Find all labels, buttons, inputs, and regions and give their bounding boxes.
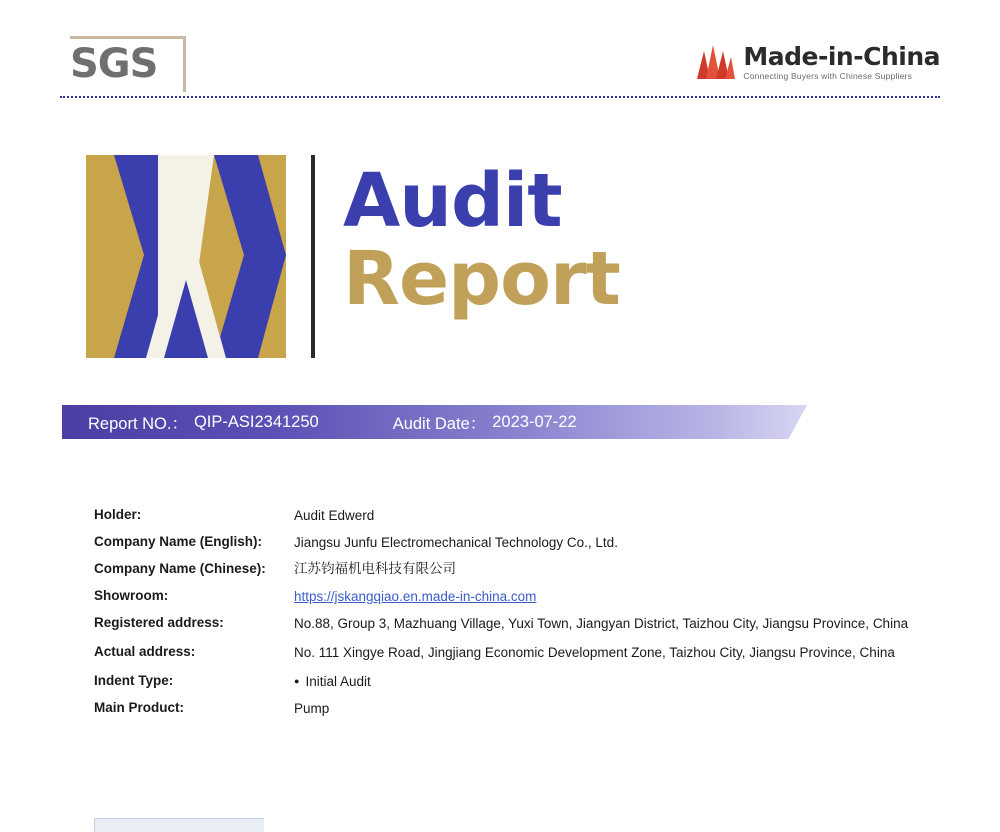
info-label-company-name-english: Company Name (English):	[94, 534, 263, 549]
report-summary-bar-content	[62, 405, 807, 439]
audit-date-label: Audit Date：	[392, 415, 487, 433]
made-in-china-mark-icon	[697, 45, 735, 79]
info-value-registered-address: No.88, Group 3, Mazhuang Village, Yuxi Town, Jiangyan District, Taizhou City, Jiangsu Province, China	[294, 616, 909, 631]
info-label-showroom: Showroom:	[94, 588, 169, 603]
title-text-group	[343, 159, 620, 321]
page-title-line2: Report	[343, 236, 620, 322]
next-section-preview	[94, 818, 264, 832]
info-value-main-product: Pump	[294, 701, 330, 716]
info-row-indent-type	[94, 671, 914, 692]
info-label-holder: Holder:	[94, 507, 142, 522]
info-value-indent-type: ● Initial Audit	[294, 671, 914, 692]
info-value-company-name-chinese: 江苏钧福机电科技有限公司	[294, 561, 456, 577]
sgs-logo-right-rule	[183, 36, 186, 92]
audit-date-value: 2023-07-22	[492, 412, 577, 431]
company-info-table	[94, 505, 914, 725]
title-block	[86, 155, 620, 360]
report-number-value: QIP-ASI2341250	[193, 412, 319, 431]
document-header	[60, 30, 940, 100]
showroom-link[interactable]: https://jskangqiao.en.made-in-china.com	[294, 589, 537, 604]
sgs-logo	[70, 36, 190, 92]
made-in-china-logo	[697, 38, 940, 86]
info-row-company-name-chinese	[94, 559, 914, 580]
info-value-actual-address: No. 111 Xingye Road, Jingjiang Economic Development Zone, Taizhou City, Jiangsu Province, China	[294, 645, 895, 660]
page-title-line1: Audit	[343, 158, 562, 244]
info-value-holder: Audit Edwerd	[294, 508, 375, 523]
info-value-company-name-english: Jiangsu Junfu Electromechanical Technology Co., Ltd.	[294, 535, 618, 550]
audit-brand-logo	[86, 155, 286, 358]
made-in-china-tagline: Connecting Buyers with Chinese Suppliers	[743, 71, 913, 81]
made-in-china-title: Made-in-China	[743, 42, 940, 71]
title-divider	[311, 155, 315, 358]
info-value-showroom	[294, 586, 914, 607]
info-label-main-product: Main Product:	[94, 700, 184, 715]
info-label-registered-address: Registered address:	[94, 615, 224, 630]
info-label-company-name-chinese: Company Name (Chinese):	[94, 561, 266, 576]
info-row-company-name-english	[94, 532, 914, 553]
next-section-placeholder	[94, 818, 264, 832]
report-summary-bar	[62, 405, 807, 439]
header-divider	[60, 96, 940, 98]
sgs-logo-top-rule	[70, 36, 186, 39]
made-in-china-wordmark	[743, 43, 940, 81]
info-label-actual-address: Actual address:	[94, 644, 196, 659]
info-label-indent-type: Indent Type:	[94, 673, 174, 688]
sgs-logo-text: SGS	[70, 41, 158, 87]
report-number-label: Report NO.：	[88, 415, 188, 433]
info-row-showroom	[94, 586, 914, 607]
info-row-main-product	[94, 698, 914, 719]
info-row-holder	[94, 505, 914, 526]
info-row-registered-address	[94, 613, 914, 634]
info-row-actual-address	[94, 642, 914, 663]
